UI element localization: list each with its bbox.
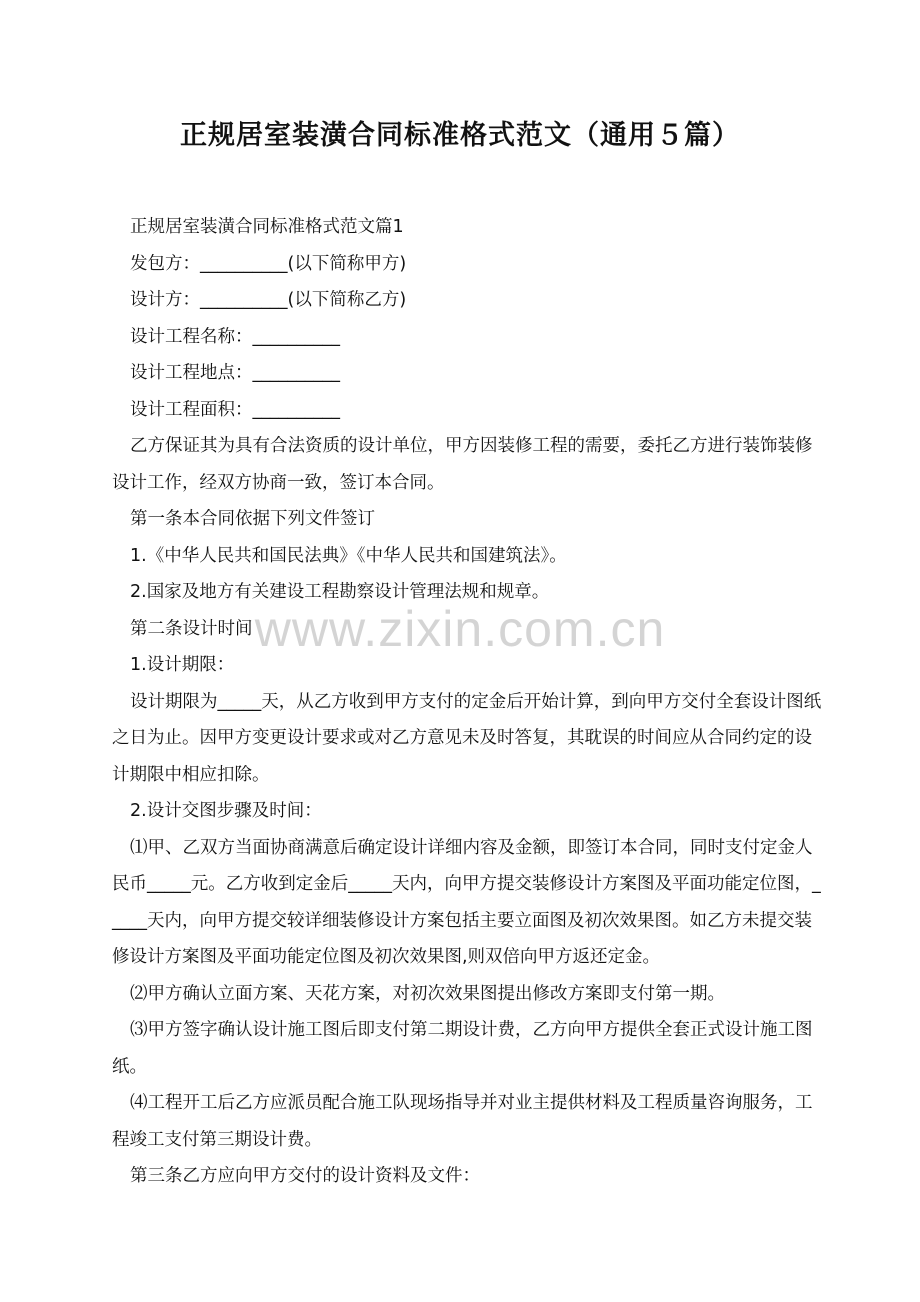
paragraph: 设计方：__________(以下简称乙方) <box>130 290 407 310</box>
article-heading: 第二条设计时间 <box>130 618 253 639</box>
paragraph: ⑷工程开工后乙方应派员配合施工队现场指导并对业主提供材料及工程质量咨询服务，工程竣工支付第三期设计费。 <box>112 1093 813 1150</box>
paragraph: 2.设计交图步骤及时间： <box>130 801 322 821</box>
paragraph: 1.设计期限： <box>130 655 235 675</box>
paragraph: 设计工程地点：__________ <box>130 363 340 383</box>
watermark: www.zixin.com.cn <box>254 601 666 657</box>
article-heading: 第一条本合同依据下列文件签订 <box>130 509 375 529</box>
paragraph: 设计工程面积：__________ <box>130 399 340 420</box>
paragraph: ⑶甲方签字确认设计施工图后即支付第二期设计费，乙方向甲方提供全套正式设计施工图纸。 <box>112 1020 813 1077</box>
paragraph: 设计期限为_____天，从乙方收到甲方支付的定金后开始计算，到向甲方交付全套设计图纸之日为止。因甲方变更设计要求或对乙方意见未及时答复，其耽误的时间应从合同约定的设计期限中相应扣除。 <box>112 691 822 785</box>
document-title: 正规居室装潢合同标准格式范文（通用５篇） <box>180 120 740 151</box>
paragraph: 1.《中华人民共和国民法典》《中华人民共和国建筑法》。 <box>130 545 567 566</box>
section-heading: 正规居室装潢合同标准格式范文篇1 <box>130 217 404 237</box>
document-body <box>112 209 824 1195</box>
paragraph: 发包方：__________(以下简称甲方) <box>130 253 407 274</box>
paragraph: 2.国家及地方有关建设工程勘察设计管理法规和规章。 <box>130 582 550 602</box>
paragraph: ⑴甲、乙双方当面协商满意后确定设计详细内容及金额，即签订本合同，同时支付定金人民币_____元。乙方收到定金后_____天内，向甲方提交装修设计方案图及平面功能定位图，_____天内，向甲方提交较详细装修设计方案包括主要立面图及初次效果图。如乙方未提交装修设计方案图及平面功能定位图及初次效果图,则双倍向甲方返还定金。 <box>112 837 821 967</box>
paragraph: ⑵甲方确认立面方案、天花方案，对初次效果图提出修改方案即支付第一期。 <box>130 983 725 1004</box>
article-heading: 第三条乙方应向甲方交付的设计资料及文件： <box>130 1166 480 1186</box>
paragraph: 乙方保证其为具有合法资质的设计单位，甲方因装修工程的需要，委托乙方进行装饰装修设计工作，经双方协商一致，签订本合同。 <box>112 436 813 493</box>
paragraph: 设计工程名称：__________ <box>130 326 340 347</box>
